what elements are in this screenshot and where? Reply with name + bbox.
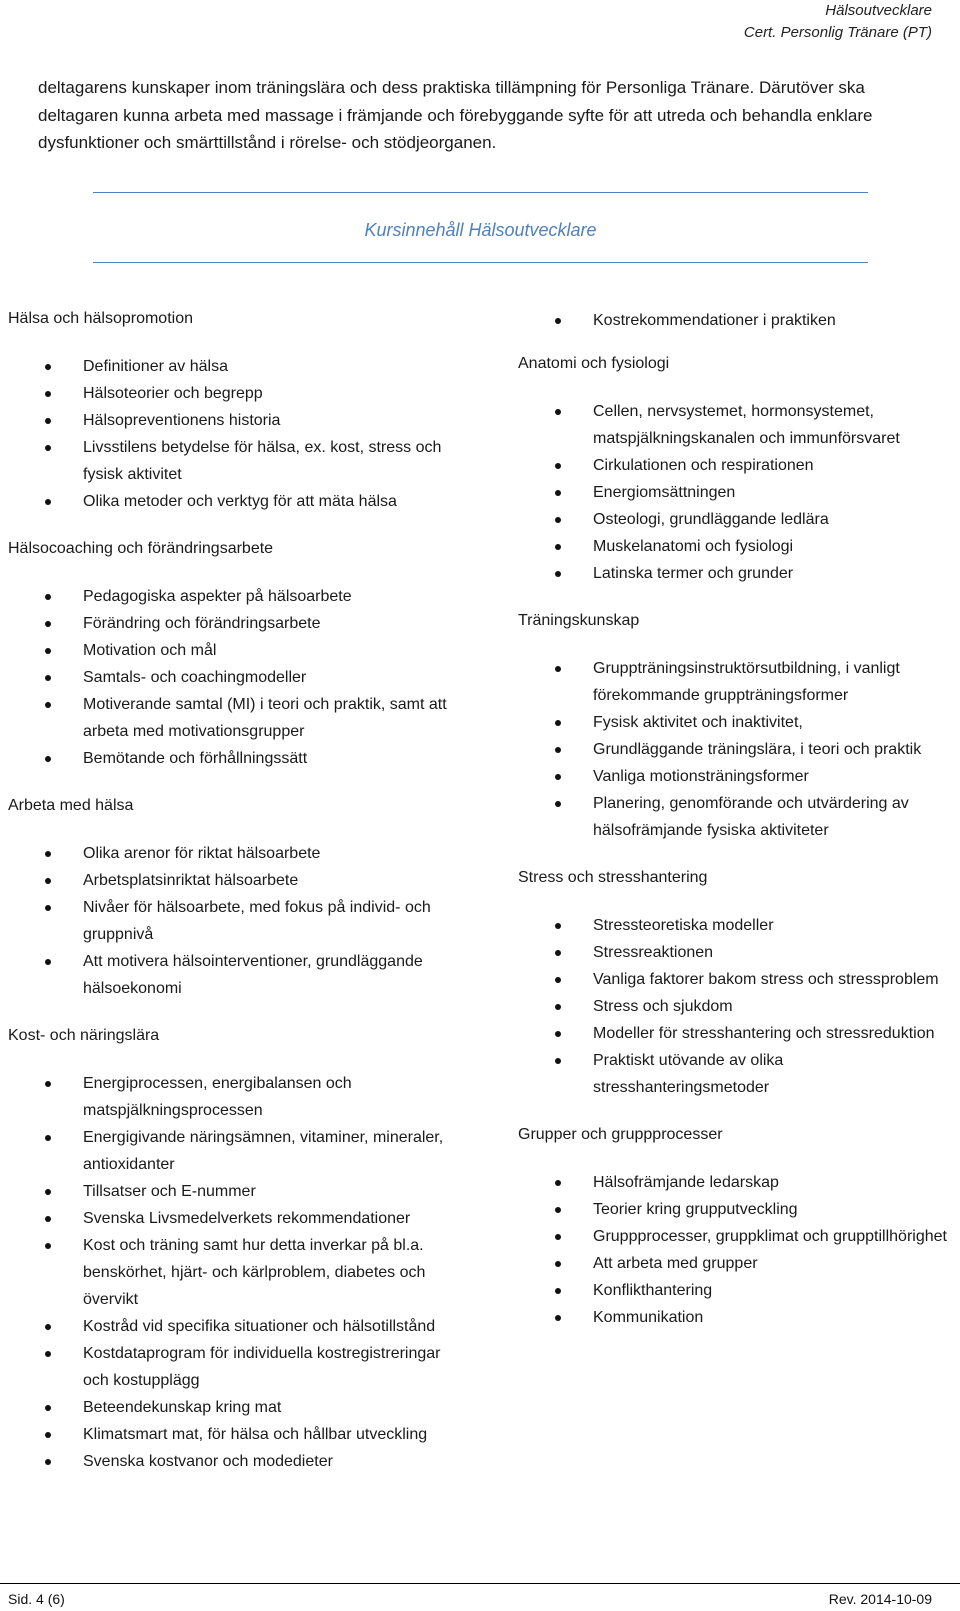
list-item <box>518 506 958 533</box>
list-item-text: Stress och sjukdom <box>593 998 733 1015</box>
list-item-text: Beteendekunskap kring mat <box>83 1399 282 1416</box>
bullet-icon <box>555 490 561 496</box>
bullet-icon <box>555 1288 561 1294</box>
section-title: Anatomi och fysiologi <box>518 355 670 372</box>
bullet-icon <box>45 621 51 627</box>
list-item-text: Modeller för stresshantering och stressreduktion <box>593 1025 935 1042</box>
content-section <box>8 307 448 515</box>
bullet-icon <box>45 851 51 857</box>
bullet-icon <box>45 702 51 708</box>
list-item-text: Olika metoder och verktyg för att mäta hälsa <box>83 493 397 510</box>
list-item-text: Vanliga faktorer bakom stress och stressproblem <box>593 971 939 988</box>
list-item <box>518 479 958 506</box>
list-item-text: Teorier kring grupputveckling <box>593 1201 798 1218</box>
bullet-icon <box>555 923 561 929</box>
list-item <box>8 583 448 610</box>
list-item-text: Samtals- och coachingmodeller <box>83 669 307 686</box>
bullet-icon <box>555 318 561 324</box>
list-item <box>8 434 448 488</box>
list-item <box>518 560 958 587</box>
list-item-text: Motivation och mål <box>83 642 217 659</box>
list-item <box>518 966 958 993</box>
list-item-text: Arbetsplatsinriktat hälsoarbete <box>83 872 299 889</box>
list-item-text: Osteologi, grundläggande ledlära <box>593 511 829 528</box>
list-item-text: Muskelanatomi och fysiologi <box>593 538 794 555</box>
bullet-icon <box>45 878 51 884</box>
bullet-icon <box>555 1004 561 1010</box>
list-item <box>8 610 448 637</box>
list-item <box>518 912 958 939</box>
title-rule-bottom <box>93 262 868 263</box>
bullet-icon <box>45 756 51 762</box>
bullet-list <box>518 1169 958 1331</box>
list-item <box>8 1394 448 1421</box>
bullet-list <box>8 583 448 772</box>
bullet-icon <box>555 1207 561 1213</box>
bullet-icon <box>45 1432 51 1438</box>
list-item <box>518 1277 958 1304</box>
bullet-icon <box>45 1135 51 1141</box>
footer-rule <box>0 1583 960 1584</box>
list-item <box>518 939 958 966</box>
list-item-text: Kostrekommendationer i praktiken <box>593 312 836 329</box>
list-item-text: Grundläggande träningslära, i teori och praktik <box>593 741 922 758</box>
list-item-text: Klimatsmart mat, för hälsa och hållbar utveckling <box>83 1426 428 1443</box>
bullet-icon <box>555 1031 561 1037</box>
bullet-icon <box>45 1351 51 1357</box>
bullet-icon <box>555 1180 561 1186</box>
list-item <box>8 1124 448 1178</box>
section-title: Grupper och gruppprocesser <box>518 1126 723 1143</box>
list-item-text: Livsstilens betydelse för hälsa, ex. kost, stress och fysisk aktivitet <box>83 439 442 483</box>
list-item-text: Praktiskt utövande av olika stresshanteringsmetoder <box>593 1052 784 1096</box>
list-item <box>518 790 958 844</box>
list-item-text: Gruppträningsinstruktörsutbildning, i vanligt förekommande gruppträningsformer <box>593 660 900 704</box>
bullet-icon <box>45 1081 51 1087</box>
list-item-text: Cirkulationen och respirationen <box>593 457 814 474</box>
bullet-icon <box>555 1234 561 1240</box>
list-item <box>518 452 958 479</box>
list-item <box>518 736 958 763</box>
list-item <box>8 1070 448 1124</box>
header-line-1: Hälsoutvecklare <box>825 2 932 19</box>
list-item-text: Hälsopreventionens historia <box>83 412 281 429</box>
list-item-text: Hälsoteorier och begrepp <box>83 385 263 402</box>
list-item <box>518 533 958 560</box>
list-item-text: Förändring och förändringsarbete <box>83 615 321 632</box>
bullet-icon <box>555 571 561 577</box>
list-item <box>518 763 958 790</box>
revision-date: Rev. 2014-10-09 <box>828 1591 932 1607</box>
bullet-icon <box>45 1405 51 1411</box>
content-section <box>8 537 448 772</box>
list-item <box>8 407 448 434</box>
bullet-list <box>8 840 448 1002</box>
list-item-text: Vanliga motionsträningsformer <box>593 768 809 785</box>
bullet-icon <box>45 1459 51 1465</box>
list-item-text: Stressreaktionen <box>593 944 714 961</box>
list-item-text: Gruppprocesser, gruppklimat och grupptillhörighet <box>593 1228 947 1245</box>
list-item <box>518 993 958 1020</box>
list-item <box>518 655 958 709</box>
bullet-icon <box>555 463 561 469</box>
list-item-text: Kost och träning samt hur detta inverkar på bl.a. benskörhet, hjärt- och kärlproblem, diabetes och övervikt <box>83 1237 426 1308</box>
bullet-icon <box>45 905 51 911</box>
left-column <box>8 307 448 1497</box>
bullet-icon <box>45 364 51 370</box>
list-item-text: Tillsatser och E-nummer <box>83 1183 256 1200</box>
list-item-text: Kommunikation <box>593 1309 704 1326</box>
content-section <box>518 1123 958 1331</box>
list-item <box>8 1178 448 1205</box>
content-section <box>518 352 958 587</box>
list-item-text: Fysisk aktivitet och inaktivitet, <box>593 714 803 731</box>
list-item <box>518 1169 958 1196</box>
content-section <box>8 1024 448 1475</box>
list-item-text: Svenska kostvanor och modedieter <box>83 1453 333 1470</box>
list-item-text: Att motivera hälsointerventioner, grundläggande hälsoekonomi <box>83 953 423 997</box>
right-top-list <box>518 307 958 334</box>
list-item <box>518 398 958 452</box>
content-section <box>518 609 958 844</box>
list-item-text: Kostråd vid specifika situationer och hälsotillstånd <box>83 1318 436 1335</box>
list-item-text: Att arbeta med grupper <box>593 1255 758 1272</box>
intro-paragraph: deltagarens kunskaper inom träningslära och dess praktiska tillämpning för Personliga Tränare. Därutöver ska deltagaren kunna arbeta med massage i främjande och förebyggande syfte för att utreda och behandla enklare dysfunktioner och smärttillstånd i rörelse- och stödjeorganen. <box>38 78 873 152</box>
bullet-icon <box>555 1315 561 1321</box>
list-item-text: Stressteoretiska modeller <box>593 917 774 934</box>
list-item <box>8 840 448 867</box>
list-item-text: Olika arenor för riktat hälsoarbete <box>83 845 321 862</box>
list-item <box>8 1340 448 1394</box>
section-title: Träningskunskap <box>518 612 640 629</box>
list-item-text: Hälsofrämjande ledarskap <box>593 1174 779 1191</box>
bullet-icon <box>45 499 51 505</box>
list-item <box>8 745 448 772</box>
list-item <box>8 1421 448 1448</box>
list-item <box>518 1250 958 1277</box>
header-line-2: Cert. Personlig Tränare (PT) <box>743 24 932 41</box>
bullet-icon <box>45 675 51 681</box>
list-item <box>518 1020 958 1047</box>
list-item <box>518 1304 958 1331</box>
bullet-icon <box>45 1189 51 1195</box>
right-column <box>518 307 958 1353</box>
section-title: Stress och stresshantering <box>518 869 708 886</box>
list-item-text: Pedagogiska aspekter på hälsoarbete <box>83 588 352 605</box>
bullet-icon <box>555 544 561 550</box>
section-title: Kost- och näringslära <box>8 1027 160 1044</box>
bullet-icon <box>45 594 51 600</box>
list-item <box>518 1047 958 1101</box>
bullet-icon <box>555 1261 561 1267</box>
list-item-text: Svenska Livsmedelverkets rekommendationer <box>83 1210 411 1227</box>
list-item-text: Motiverande samtal (MI) i teori och praktik, samt att arbeta med motivationsgrupper <box>83 696 447 740</box>
list-item <box>8 867 448 894</box>
list-item-text: Definitioner av hälsa <box>83 358 228 375</box>
list-item <box>8 1313 448 1340</box>
list-item-text: Energiomsättningen <box>593 484 736 501</box>
bullet-icon <box>45 418 51 424</box>
bullet-list <box>518 655 958 844</box>
bullet-icon <box>45 445 51 451</box>
list-item <box>8 488 448 515</box>
bullet-icon <box>45 1324 51 1330</box>
bullet-icon <box>555 666 561 672</box>
list-item <box>8 664 448 691</box>
bullet-icon <box>45 1243 51 1249</box>
list-item-text: Planering, genomförande och utvärdering av hälsofrämjande fysiska aktiviteter <box>593 795 909 839</box>
bullet-list <box>518 398 958 587</box>
list-item-text: Konflikthantering <box>593 1282 713 1299</box>
bullet-list <box>8 1070 448 1475</box>
bullet-icon <box>45 959 51 965</box>
bullet-icon <box>555 950 561 956</box>
list-item <box>8 637 448 664</box>
list-item <box>8 1205 448 1232</box>
list-item <box>8 1448 448 1475</box>
list-item-text: Cellen, nervsystemet, hormonsystemet, matspjälkningskanalen och immunförsvaret <box>593 403 900 447</box>
list-item-text: Latinska termer och grunder <box>593 565 794 582</box>
bullet-icon <box>45 391 51 397</box>
bullet-icon <box>555 517 561 523</box>
list-item <box>518 1196 958 1223</box>
title-rule-top <box>93 192 868 193</box>
list-item <box>518 1223 958 1250</box>
list-item-text: Energigivande näringsämnen, vitaminer, mineraler, antioxidanter <box>83 1129 444 1173</box>
bullet-icon <box>555 1058 561 1064</box>
list-item-text: Nivåer för hälsoarbete, med fokus på individ- och gruppnivå <box>83 899 431 943</box>
list-item-text: Kostdataprogram för individuella kostregistreringar och kostupplägg <box>83 1345 441 1389</box>
bullet-icon <box>555 977 561 983</box>
bullet-icon <box>45 1216 51 1222</box>
bullet-icon <box>555 801 561 807</box>
content-section <box>8 794 448 1002</box>
list-item <box>8 1232 448 1313</box>
list-item <box>8 380 448 407</box>
section-title: Hälsa och hälsopromotion <box>8 310 193 327</box>
section-title: Hälsocoaching och förändringsarbete <box>8 540 274 557</box>
bullet-list <box>518 912 958 1101</box>
list-item <box>8 691 448 745</box>
list-item <box>518 709 958 736</box>
page-number: Sid. 4 (6) <box>8 1591 65 1607</box>
bullet-icon <box>555 409 561 415</box>
list-item <box>518 307 958 334</box>
bullet-icon <box>555 774 561 780</box>
list-item <box>8 894 448 948</box>
course-content-title: Kursinnehåll Hälsoutvecklare <box>364 220 597 240</box>
list-item <box>8 948 448 1002</box>
list-item-text: Bemötande och förhållningssätt <box>83 750 308 767</box>
bullet-list <box>8 353 448 515</box>
bullet-icon <box>555 720 561 726</box>
page-header <box>744 0 932 44</box>
list-item-text: Energiprocessen, energibalansen och matspjälkningsprocessen <box>83 1075 352 1119</box>
section-title: Arbeta med hälsa <box>8 797 134 814</box>
content-section <box>518 866 958 1101</box>
bullet-icon <box>555 747 561 753</box>
bullet-icon <box>45 648 51 654</box>
list-item <box>8 353 448 380</box>
